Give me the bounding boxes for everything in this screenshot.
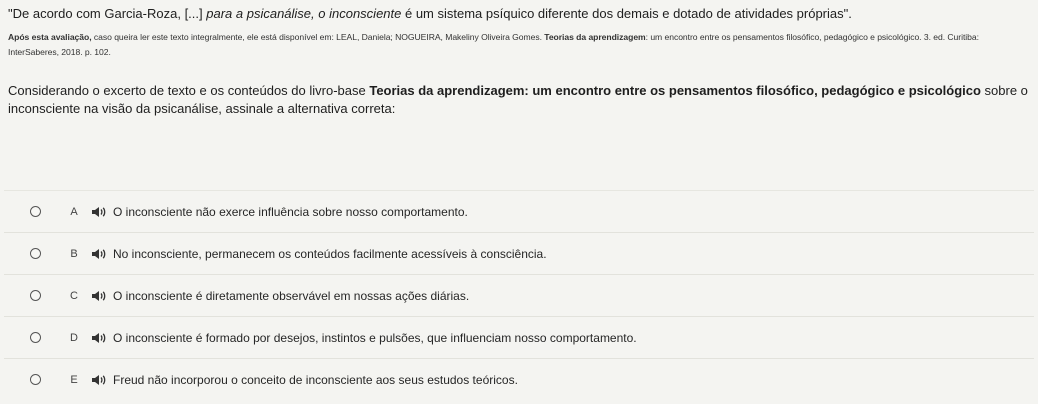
quote-text (8, 5, 1028, 23)
option-letter: D (70, 331, 78, 344)
speaker-audio-icon[interactable] (91, 332, 107, 344)
option-a[interactable] (4, 190, 1034, 232)
question-prompt (8, 82, 1030, 118)
question-book-title: Teorias da aprendizagem: um encontro entre os pensamentos filosófico, pedagógico e psicológico (369, 83, 981, 98)
source-bold-lead: Após esta avaliação, (8, 32, 92, 42)
option-text: No inconsciente, permanecem os conteúdos facilmente acessíveis à consciência. (113, 246, 547, 261)
option-text: O inconsciente não exerce influência sobre nosso comportamento. (113, 204, 468, 219)
speaker-audio-icon[interactable] (91, 248, 107, 260)
speaker-audio-icon[interactable] (91, 290, 107, 302)
radio-unchecked-icon[interactable] (30, 290, 41, 301)
radio-unchecked-icon[interactable] (30, 206, 41, 217)
quote-rest: é um sistema psíquico diferente dos demais e dotado de atividades próprias". (401, 6, 852, 21)
option-text: Freud não incorporou o conceito de inconsciente aos seus estudos teóricos. (113, 372, 518, 387)
radio-unchecked-icon[interactable] (30, 332, 41, 343)
speaker-audio-icon[interactable] (91, 206, 107, 218)
source-text: caso queira ler este texto integralmente, ele está disponível em: LEAL, Daniela; NOGUEIRA, Makeliny Oliveira Gomes. (91, 32, 545, 42)
option-text: O inconsciente é formado por desejos, instintos e pulsões, que influenciam nosso comportamento. (113, 330, 637, 345)
source-reference (8, 30, 1030, 60)
quote-italic: para a psicanálise, o inconsciente (206, 6, 402, 21)
option-letter: B (70, 247, 78, 260)
radio-unchecked-icon[interactable] (30, 374, 41, 385)
option-e[interactable] (4, 358, 1034, 400)
option-letter: C (70, 289, 78, 302)
option-d[interactable] (4, 316, 1034, 358)
answer-options (4, 190, 1034, 400)
question-lead: Considerando o excerto de texto e os conteúdos do livro-base (8, 83, 370, 98)
question-rest: sobre o inconsciente na visão da psicanálise, assinale a alternativa correta: (8, 83, 1028, 116)
option-text: O inconsciente é diretamente observável em nossas ações diárias. (113, 288, 470, 303)
radio-unchecked-icon[interactable] (30, 248, 41, 259)
option-b[interactable] (4, 232, 1034, 274)
quote-lead: "De acordo com Garcia-Roza, [...] (8, 6, 207, 21)
speaker-audio-icon[interactable] (91, 374, 107, 386)
source-text-2: : um encontro entre os pensamentos filosófico, pedagógico e psicológico. 3. ed. Curitiba: InterSaberes, 2018. p. 102. (8, 32, 979, 57)
option-c[interactable] (4, 274, 1034, 316)
source-book-title: Teorias da aprendizagem (544, 32, 646, 42)
option-letter: E (70, 373, 78, 386)
option-letter: A (70, 205, 78, 218)
